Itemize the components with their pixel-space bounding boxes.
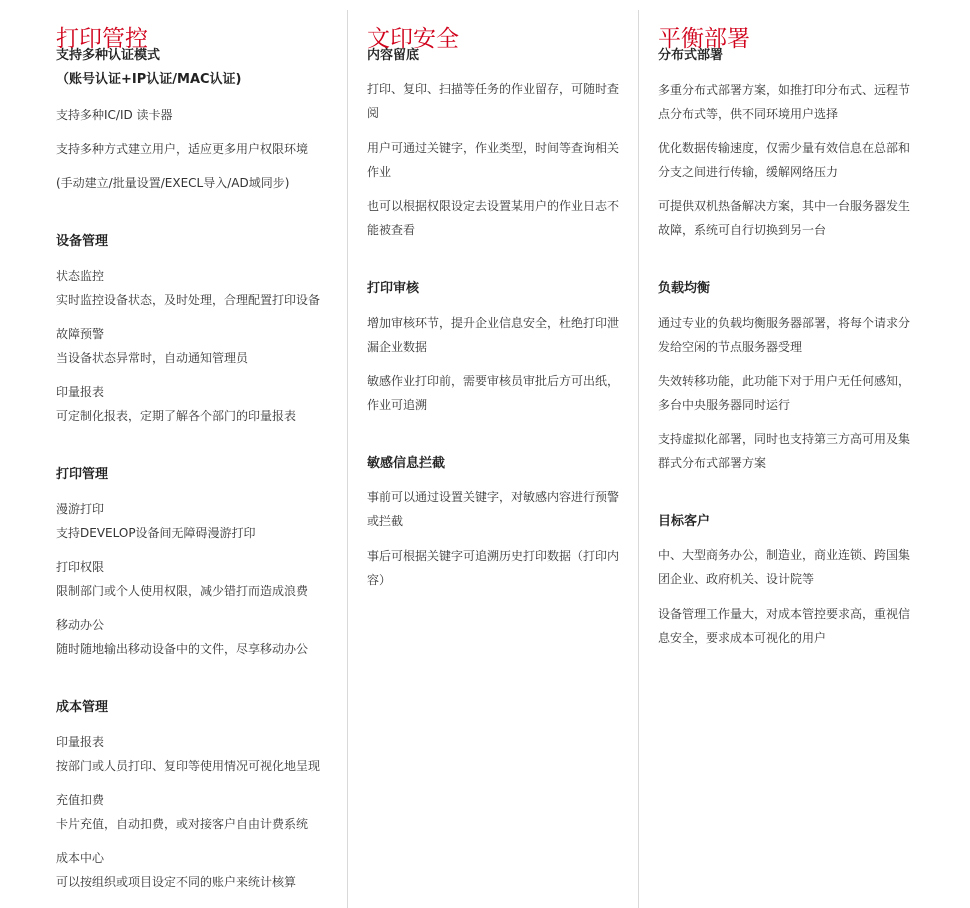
section-heading: 目标客户 <box>658 514 711 529</box>
text-line: 发给空闲的节点服务器受理 <box>658 340 803 354</box>
text-line: 增加审核环节，提升企业信息安全，杜绝打印泄 <box>367 316 620 330</box>
text-line: 打印、复印、扫描等任务的作业留存，可随时查 <box>367 82 620 96</box>
text-line: 漫游打印 <box>56 502 105 516</box>
column-divider <box>638 10 639 908</box>
text-line: 点分布式等，供不同环境用户选择 <box>658 107 839 121</box>
text-line: 作业可追溯 <box>367 398 428 412</box>
text-line: (手动建立/批量设置/EXECL导入/AD域同步) <box>56 176 290 190</box>
text-line: 作业 <box>367 165 392 179</box>
text-line: 实时监控设备状态，及时处理，合理配置打印设备 <box>56 293 321 307</box>
text-line: 漏企业数据 <box>367 340 428 354</box>
text-line: 也可以根据权限设定去设置某用户的作业日志不 <box>367 199 620 213</box>
text-line: 印量报表 <box>56 385 105 399</box>
column-title: 打印管控 <box>56 26 148 53</box>
text-line: 印量报表 <box>56 735 105 749</box>
text-line: 阅 <box>367 106 380 120</box>
text-line: 按部门或人员打印、复印等使用情况可视化地呈现 <box>56 759 321 773</box>
text-line: 用户可通过关键字，作业类型，时间等查询相关 <box>367 141 620 155</box>
section-heading: 内容留底 <box>367 48 420 63</box>
text-line: 能被查看 <box>367 223 416 237</box>
text-line: 支持虚拟化部署，同时也支持第三方高可用及集 <box>658 432 911 446</box>
text-line: 随时随地输出移动设备中的文件，尽享移动办公 <box>56 642 309 656</box>
text-line: 限制部门或个人使用权限，减少错打而造成浪费 <box>56 584 309 598</box>
text-line: 息安全，要求成本可视化的用户 <box>658 631 827 645</box>
text-line: 中、大型商务办公，制造业，商业连锁、跨国集 <box>658 548 911 562</box>
text-line: 成本中心 <box>56 851 105 865</box>
text-line: 移动办公 <box>56 618 105 632</box>
column-divider <box>347 10 348 908</box>
text-line: 故障，系统可自行切换到另一台 <box>658 223 827 237</box>
column-print-security <box>367 0 629 908</box>
text-line: 打印权限 <box>56 560 105 574</box>
text-line: 事后可根据关键字可追溯历史打印数据（打印内 <box>367 549 620 563</box>
column-title: 平衡部署 <box>658 26 750 53</box>
text-line: 敏感作业打印前，需要审核员审批后方可出纸， <box>367 374 620 388</box>
text-line: 多台中央服务器同时运行 <box>658 398 791 412</box>
text-line: 通过专业的负载均衡服务器部署，将每个请求分 <box>658 316 911 330</box>
text-line: 故障预警 <box>56 327 105 341</box>
text-line: 可提供双机热备解决方案，其中一台服务器发生 <box>658 199 911 213</box>
text-line: 群式分布式部署方案 <box>658 456 767 470</box>
column-title: 文印安全 <box>367 26 459 53</box>
section-heading: 分布式部署 <box>658 48 724 63</box>
section-heading: 打印审核 <box>367 281 420 296</box>
section-heading: （账号认证+IP认证/MAC认证) <box>56 72 242 87</box>
section-heading: 设备管理 <box>56 234 109 249</box>
text-line: 可定制化报表，定期了解各个部门的印量报表 <box>56 409 297 423</box>
text-line: 事前可以通过设置关键字，对敏感内容进行预警 <box>367 490 620 504</box>
section-heading: 支持多种认证模式 <box>56 48 161 63</box>
text-line: 状态监控 <box>56 269 105 283</box>
text-line: 设备管理工作量大，对成本管控要求高，重视信 <box>658 607 911 621</box>
section-heading: 负载均衡 <box>658 281 711 296</box>
section-heading: 成本管理 <box>56 700 109 715</box>
text-line: 充值扣费 <box>56 793 105 807</box>
column-balanced-deployment <box>658 0 920 908</box>
text-line: 容） <box>367 573 392 587</box>
text-line: 失效转移功能，此功能下对于用户无任何感知， <box>658 374 911 388</box>
section-heading: 敏感信息拦截 <box>367 456 446 471</box>
text-line: 支持多种方式建立用户，适应更多用户权限环境 <box>56 142 309 156</box>
text-line: 或拦截 <box>367 514 404 528</box>
column-print-control <box>56 0 338 908</box>
text-line: 当设备状态异常时，自动通知管理员 <box>56 351 249 365</box>
text-line: 支持DEVELOP设备间无障碍漫游打印 <box>56 526 256 540</box>
text-line: 可以按组织或项目设定不同的账户来统计核算 <box>56 875 297 889</box>
text-line: 分支之间进行传输，缓解网络压力 <box>658 165 839 179</box>
text-line: 团企业、政府机关、设计院等 <box>658 572 815 586</box>
text-line: 多重分布式部署方案，如推打印分布式、远程节 <box>658 83 911 97</box>
text-line: 支持多种IC/ID 读卡器 <box>56 108 173 122</box>
section-heading: 打印管理 <box>56 467 109 482</box>
text-line: 卡片充值，自动扣费，或对接客户自由计费系统 <box>56 817 309 831</box>
text-line: 优化数据传输速度，仅需少量有效信息在总部和 <box>658 141 911 155</box>
